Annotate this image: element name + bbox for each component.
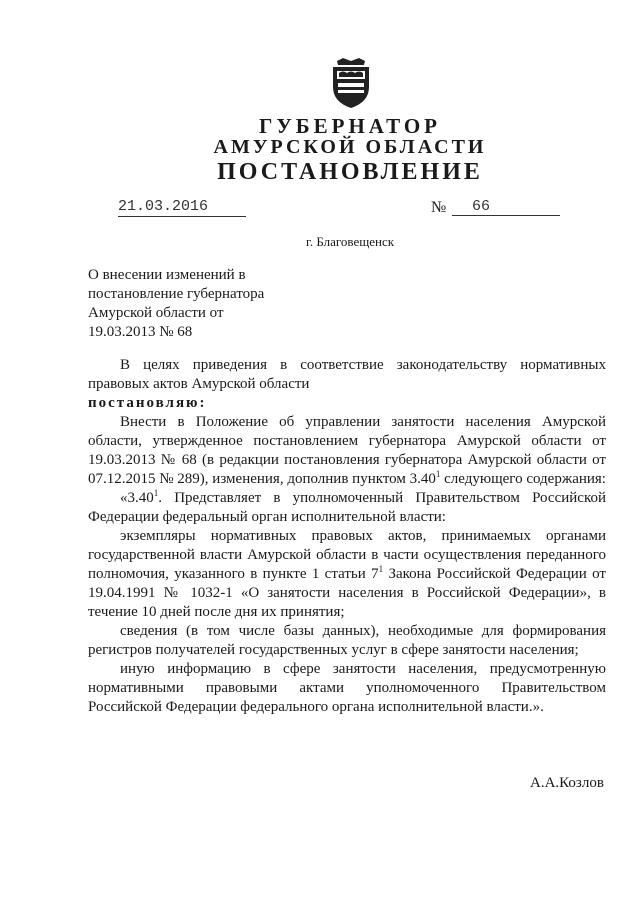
document-body — [88, 356, 606, 717]
header-region: АМУРСКОЙ ОБЛАСТИ — [213, 136, 487, 158]
resolve-word: постановляю: — [88, 395, 207, 411]
signature-name: А.А.Козлов — [530, 775, 604, 791]
document-date: 21.03.2016 — [118, 198, 246, 217]
document-subject — [88, 266, 318, 342]
paragraph-3: экземпляры нормативных правовых актов, принимаемых органами государственной власти Амурской области в части осуществления переданного полномочия, указанного в пункте 1 статьи $7^1$ Закона Российской Федерации от 19.04.1991 № 1032-1 «О занятости населения в Российской Федерации», в течение 10 дней после дня их принятия; — [88, 528, 606, 620]
document-type: ПОСТАНОВЛЕНИЕ — [217, 159, 483, 185]
intro-paragraph: В целях приведения в соответствие законодательству нормативных правовых актов Амурской области — [88, 357, 606, 392]
paragraph-2: «3.40$^1$. Представляет в уполномоченный Правительством Российской Федерации федеральный орган исполнительной власти: — [88, 488, 606, 525]
subject-line: Амурской области от — [88, 305, 224, 321]
paragraph-5: иную информацию в сфере занятости населения, предусмотренную нормативными правовыми актами уполномоченного Правительством Российской Федерации федерального органа исполнительной власти.». — [88, 661, 606, 715]
city: г. Благовещенск — [305, 234, 395, 249]
paragraph-1: Внести в Положение об управлении занятости населения Амурской области, утвержденное постановлением губернатора Амурской области от 19.03.2013 № 68 (в редакции постановления губернатора Амурской области от 07.12.2015 № 289), изменения, дополнив пунктом 3.40$^1$ следующего содержания: — [88, 414, 606, 487]
subject-line: 19.03.2013 № 68 — [88, 324, 193, 340]
paragraph-4: сведения (в том числе базы данных), необходимые для формирования регистров получателей государственных услуг в сфере занятости населения; — [88, 623, 606, 658]
header-title: ГУБЕРНАТОР — [258, 114, 442, 138]
subject-line: О внесении изменений в — [88, 267, 246, 283]
subject-line: постановление губернатора — [88, 286, 265, 302]
document-number: 66 — [452, 198, 560, 216]
coat-of-arms-icon — [329, 57, 373, 109]
number-sign: № — [431, 199, 447, 216]
